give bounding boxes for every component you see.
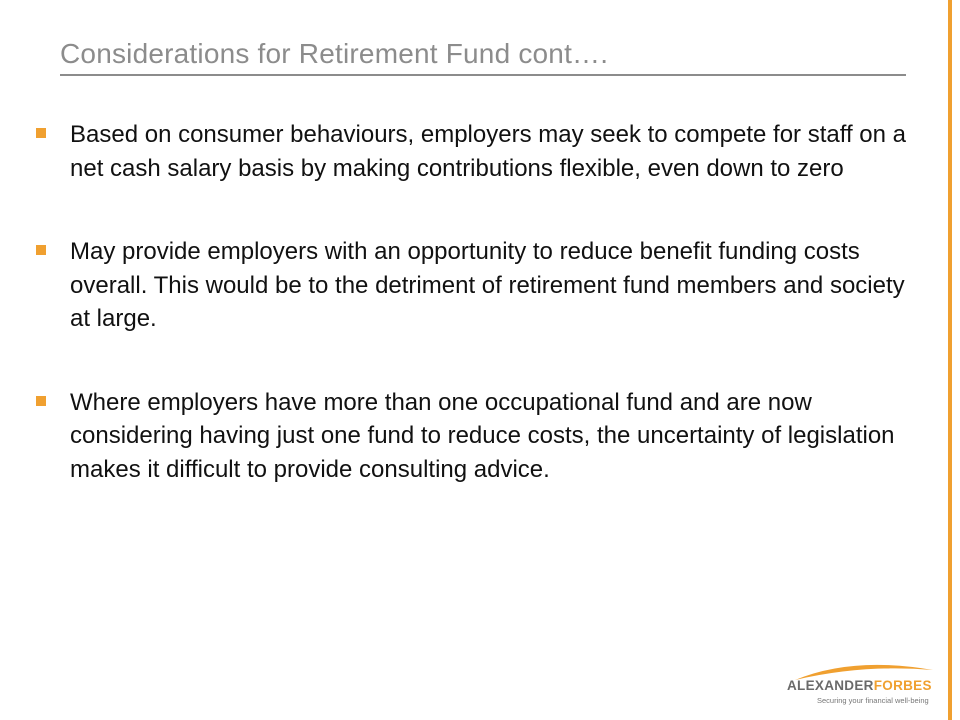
bullet-item [36,235,926,336]
side-accent-bar [948,0,952,720]
bullet-list [36,118,926,536]
bullet-text: Where employers have more than one occupational fund and are now considering having just one fund to reduce costs, the uncertainty of legislation makes it difficult to provide consulting advice. [70,388,895,483]
square-bullet-icon [36,245,46,255]
logo-wordmark [787,678,932,693]
bullet-text: May provide employers with an opportunity to reduce benefit funding costs overall. This would be to the detriment of retirement fund members and society at large. [70,238,905,332]
logo-name-part1: ALEXANDER [787,678,874,693]
logo-tagline: Securing your financial well-being [817,696,929,705]
square-bullet-icon [36,128,46,138]
square-bullet-icon [36,396,46,406]
logo-name-part2: FORBES [873,678,932,693]
bullet-text: Based on consumer behaviours, employers may seek to compete for staff on a net cash salary basis by making contributions flexible, even down to zero [70,121,906,182]
slide-title: Considerations for Retirement Fund cont…. [60,38,609,69]
title-underline [60,74,906,76]
alexander-forbes-logo [783,660,943,710]
bullet-item [36,386,926,487]
bullet-item [36,118,926,185]
